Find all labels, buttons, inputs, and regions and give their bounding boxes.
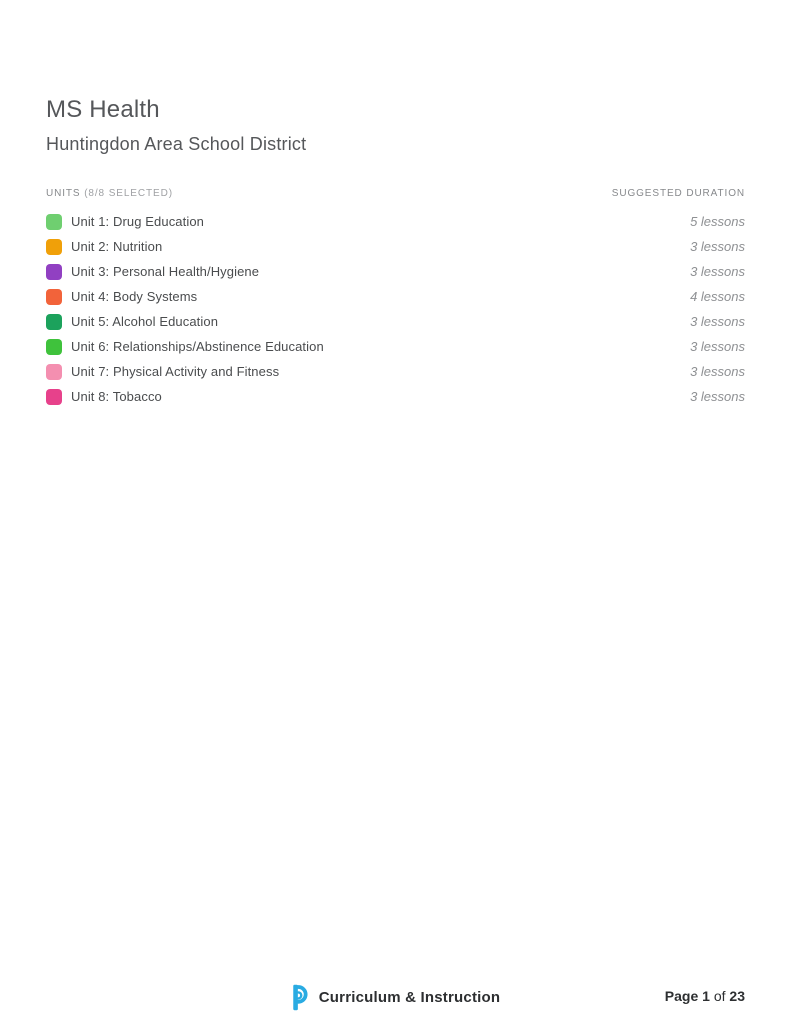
page-title: MS Health <box>46 96 160 123</box>
page-footer <box>46 984 745 1014</box>
unit-row <box>46 309 745 334</box>
unit-label: Unit 8: Tobacco <box>71 389 162 404</box>
duration-header-label: SUGGESTED DURATION <box>611 188 745 199</box>
unit-duration: 3 lessons <box>690 339 745 354</box>
unit-color-swatch-icon <box>46 289 62 305</box>
unit-color-swatch-icon <box>46 264 62 280</box>
unit-color-swatch-icon <box>46 389 62 405</box>
unit-color-swatch-icon <box>46 239 62 255</box>
unit-color-swatch-icon <box>46 214 62 230</box>
units-header <box>46 188 745 199</box>
footer-brand <box>291 984 500 1011</box>
units-label: UNITS <box>46 188 81 199</box>
units-selected-count: (8/8 SELECTED) <box>84 188 173 199</box>
unit-label: Unit 3: Personal Health/Hygiene <box>71 264 260 279</box>
page-subtitle: Huntingdon Area School District <box>46 133 307 154</box>
unit-duration: 3 lessons <box>690 314 745 329</box>
unit-row <box>46 209 745 234</box>
unit-label: Unit 5: Alcohol Education <box>71 314 219 329</box>
unit-color-swatch-icon <box>46 314 62 330</box>
unit-row <box>46 284 745 309</box>
powerschool-p-logo-icon <box>291 984 312 1011</box>
unit-duration: 5 lessons <box>690 214 745 229</box>
unit-label: Unit 1: Drug Education <box>71 214 204 229</box>
unit-row <box>46 359 745 384</box>
unit-row <box>46 334 745 359</box>
footer-brand-label: Curriculum & Instruction <box>318 989 501 1006</box>
unit-row <box>46 234 745 259</box>
page-total: 23 <box>729 988 745 1004</box>
unit-color-swatch-icon <box>46 364 62 380</box>
page-word: Page <box>664 988 699 1004</box>
unit-label: Unit 4: Body Systems <box>71 289 198 304</box>
unit-row <box>46 259 745 284</box>
unit-label: Unit 7: Physical Activity and Fitness <box>71 364 280 379</box>
title-block <box>46 96 306 155</box>
unit-color-swatch-icon <box>46 339 62 355</box>
unit-label: Unit 6: Relationships/Abstinence Education <box>71 339 324 354</box>
units-header-label <box>46 188 173 199</box>
page-indicator <box>665 988 745 1004</box>
unit-row <box>46 384 745 409</box>
unit-duration: 3 lessons <box>690 364 745 379</box>
unit-duration: 3 lessons <box>690 389 745 404</box>
unit-label: Unit 2: Nutrition <box>71 239 163 254</box>
unit-duration: 3 lessons <box>690 239 745 254</box>
page-number: 1 <box>702 988 710 1004</box>
units-section <box>46 188 745 409</box>
unit-duration: 4 lessons <box>690 289 745 304</box>
unit-duration: 3 lessons <box>690 264 745 279</box>
page-of-word: of <box>713 988 726 1004</box>
